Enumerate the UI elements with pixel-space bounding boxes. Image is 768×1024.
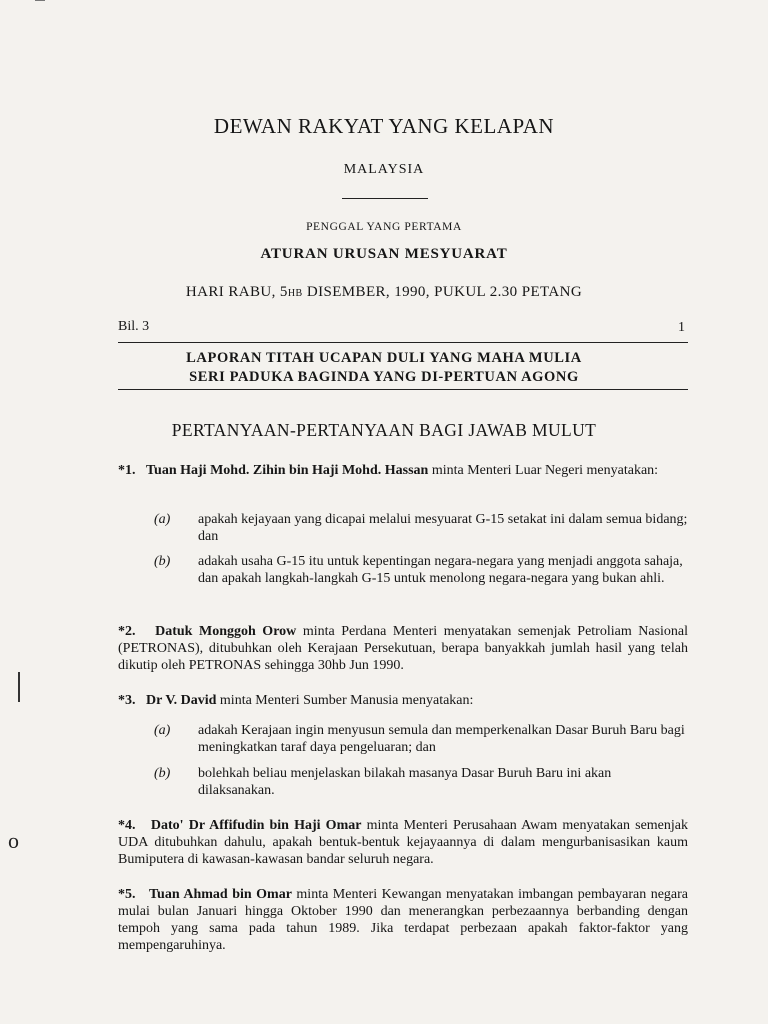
question-3 bbox=[118, 692, 688, 709]
section-title: PERTANYAAN-PERTANYAAN BAGI JAWAB MULUT bbox=[171, 420, 597, 440]
question-text: minta Menteri Sumber Manusia menyatakan: bbox=[216, 693, 474, 708]
page-number: 1 bbox=[678, 320, 685, 335]
country-name: MALAYSIA bbox=[343, 162, 425, 177]
question-text: minta Menteri Kewangan menyatakan imbangan pembayaran negara mulai bulan Januari hingga Oktober 1990 dan menerangkan perbezaannya berbanding dengan tempoh yang sama pada tahun 1989. Jika terdapat perbezaan apakah faktor-faktor yang mempengaruhinya. bbox=[118, 887, 689, 953]
member-name: Tuan Haji Mohd. Zihin bin Haji Mohd. Hassan bbox=[146, 463, 429, 478]
sub-label: (a) bbox=[154, 512, 171, 527]
sub-label: (b) bbox=[154, 766, 171, 781]
assembly-title: DEWAN RAKYAT YANG KELAPAN bbox=[213, 114, 555, 138]
question-number: *3. bbox=[118, 693, 136, 708]
session-label: PENGGAL YANG PERTAMA bbox=[306, 221, 462, 233]
sub-label: (b) bbox=[154, 554, 171, 569]
question-text: minta Menteri Perusahaan Awam menyatakan semenjak UDA ditubuhkan dahulu, apakah bentuk-bentuk kejayaannya di dalam mengurbanisasikan kaum Bumiputera di kawasan-kawasan bandar seluruh negara. bbox=[118, 818, 688, 867]
question-1 bbox=[118, 462, 688, 479]
bil-number: Bil. 3 bbox=[118, 319, 150, 334]
date-hb: HB bbox=[287, 288, 303, 299]
question-text: minta Perdana Menteri menyatakan semenjak Petroliam Nasional (PETRONAS), ditubuhkan oleh Kerajaan Persekutuan, berapa banyakkah jumlah hasil yang telah dikutip oleh PETRONAS sehingga 30hb Jun 1990. bbox=[118, 624, 689, 673]
member-name: Tuan Ahmad bin Omar bbox=[149, 887, 292, 902]
date-suffix: DISEMBER, 1990, PUKUL 2.30 PETANG bbox=[302, 284, 583, 300]
punch-hole-mark: o bbox=[8, 828, 19, 853]
question-number: *1. bbox=[118, 463, 136, 478]
question-4 bbox=[118, 817, 688, 868]
sub-text: apakah kejayaan yang dicapai melalui mesyuarat G-15 setakat ini dalam semua bidang; dan bbox=[198, 512, 688, 544]
short-divider bbox=[342, 198, 428, 199]
member-name: Datuk Monggoh Orow bbox=[155, 624, 297, 639]
order-of-business-title: ATURAN URUSAN MESYUARAT bbox=[260, 246, 508, 262]
sub-text: bolehkah beliau menjelaskan bilakah masanya Dasar Buruh Baru ini akan dilaksanakan. bbox=[198, 766, 612, 798]
sitting-date bbox=[0, 284, 768, 301]
margin-mark bbox=[18, 672, 20, 702]
question-2 bbox=[118, 623, 688, 674]
banner-line-2: SERI PADUKA BAGINDA YANG DI-PERTUAN AGONG bbox=[189, 369, 579, 385]
question-text: minta Menteri Luar Negeri menyatakan: bbox=[428, 463, 659, 478]
date-prefix: HARI RABU, 5 bbox=[185, 284, 288, 300]
question-number: *4. bbox=[118, 818, 136, 833]
question-5 bbox=[118, 886, 688, 954]
question-number: *2. bbox=[118, 624, 136, 639]
sub-label: (a) bbox=[154, 723, 171, 738]
scan-mark bbox=[35, 0, 45, 1]
banner-line-1: LAPORAN TITAH UCAPAN DULI YANG MAHA MULIA bbox=[186, 350, 582, 366]
royal-address-banner bbox=[0, 349, 768, 387]
sub-text: adakah Kerajaan ingin menyusun semula dan memperkenalkan Dasar Buruh Baru bagi meningkatkan taraf daya pengeluaran; dan bbox=[198, 723, 685, 755]
banner-top-rule bbox=[118, 342, 688, 343]
banner-bottom-rule bbox=[118, 389, 688, 390]
sub-text: adakah usaha G-15 itu untuk kepentingan negara-negara yang menjadi anggota sahaja, dan apakah langkah-langkah G-15 untuk menolong negara-negara yang bukan ahli. bbox=[198, 554, 683, 586]
question-number: *5. bbox=[118, 887, 136, 902]
member-name: Dr V. David bbox=[146, 693, 217, 708]
member-name: Dato' Dr Affifudin bin Haji Omar bbox=[150, 818, 362, 833]
